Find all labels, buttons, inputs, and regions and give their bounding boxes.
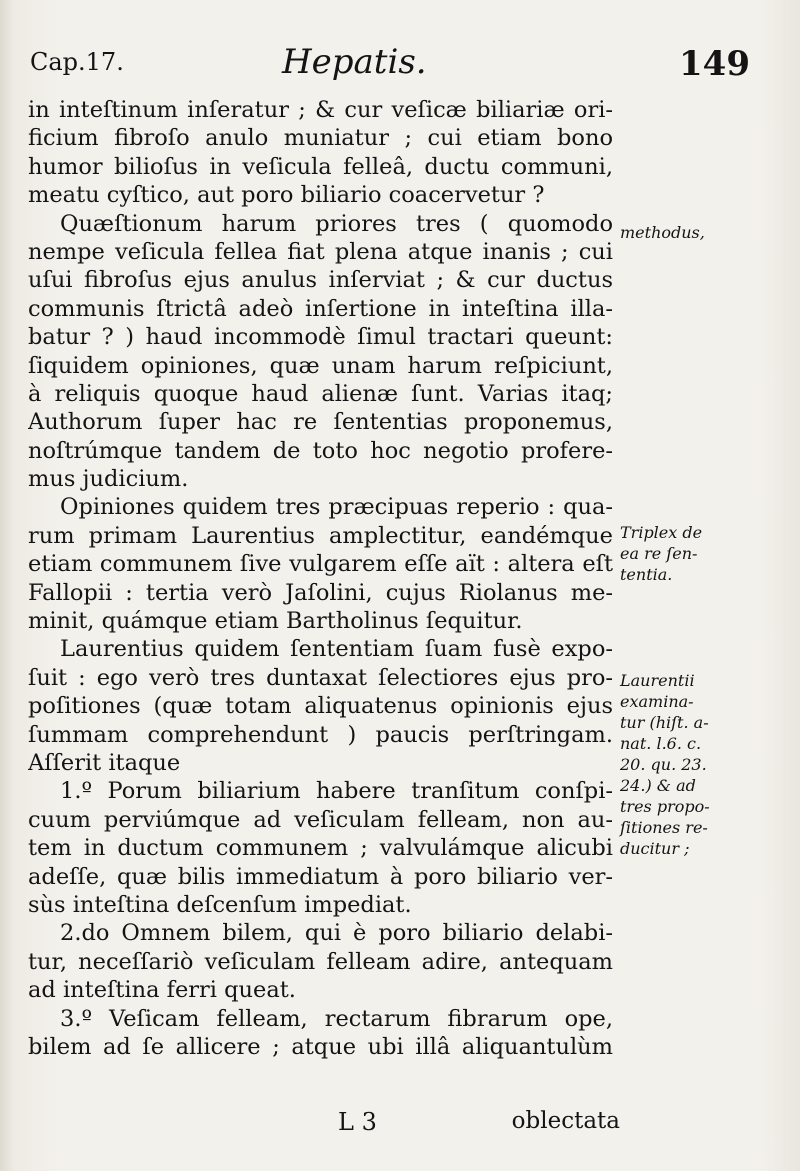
running-title: Hepatis.: [282, 42, 427, 82]
running-header: [30, 42, 750, 92]
margin-note-laurentii: Laurentii examina- tur (hiſt. a- nat. l.6. c. 20. qu. 23. 24.) & ad tres propo- ſitiones re- ducitur ;: [620, 671, 710, 858]
text-line: tur, neceſſariò veſiculam felleam adire, antequam: [28, 948, 613, 975]
text-line: 2.do Omnem bilem, qui è poro biliario delabi-: [60, 920, 613, 947]
text-line: ſuit : ego verò tres duntaxat ſelectiores ejus pro-: [28, 664, 613, 691]
text-line: tem in ductum communem ; valvulámque alicubi: [28, 835, 613, 862]
text-line: poſitiones (quæ totam aliquatenus opinionis ejus: [28, 693, 613, 720]
text-line: humor bilioſus in veſicula felleâ, ductu communi,: [28, 153, 613, 180]
text-line: etiam communem ſive vulgarem eſſe aït : altera eſt: [28, 551, 613, 578]
text-line: rum primam Laurentius amplectitur, eandémque: [28, 522, 613, 549]
text-line: Authorum ſuper hac re ſententias proponemus,: [28, 409, 613, 436]
text-line: Fallopii : tertia verò Jaſolini, cujus Riolanus me-: [28, 579, 613, 606]
text-line: communis ſtrictâ adeò inſertione in inteſtina illa-: [28, 295, 613, 322]
text-line: noſtrúmque tandem de toto hoc negotio profere-: [28, 437, 613, 464]
text-line: adeſſe, quæ bilis immediatum à poro biliario ver-: [28, 863, 613, 890]
text-line: à reliquis quoque haud alienæ ſunt. Varias itaq;: [28, 380, 613, 407]
text-line: ſiquidem opiniones, quæ unam harum reſpiciunt,: [28, 352, 613, 379]
text-line: Laurentius quidem ſententiam ſuam fusè expo-: [60, 636, 613, 663]
text-line: minit, quámque etiam Bartholinus ſequitur.: [28, 608, 523, 635]
text-line: Quæſtionum harum priores tres ( quomodo: [60, 210, 613, 237]
text-line: ficium fibroſo anulo muniatur ; cui etiam bono: [28, 125, 613, 152]
text-line: 3.º Veſicam felleam, rectarum fibrarum ope,: [60, 1005, 613, 1032]
page-number: 149: [679, 44, 750, 84]
margin-note-methodus: methodus,: [620, 223, 705, 242]
text-line: mus judicium.: [28, 466, 189, 493]
chapter-label: Cap.17.: [30, 48, 124, 76]
text-line: sùs inteſtina deſcenſum impediat.: [28, 891, 412, 918]
main-text-column: [28, 96, 613, 1061]
text-line: 1.º Porum biliarium habere tranſitum conſpi-: [60, 778, 613, 805]
text-line: in inteſtinum inſeratur ; & cur veſicæ biliariæ ori-: [28, 97, 613, 123]
text-line: batur ? ) haud incommodè ſimul tractari queunt:: [28, 324, 613, 351]
text-line: ſummam comprehendunt ) paucis perſtringam.: [28, 721, 613, 748]
text-line: Aſſerit itaque: [28, 749, 181, 776]
text-line: Opiniones quidem tres præcipuas reperio : qua-: [60, 494, 613, 521]
text-line: uſui fibroſus ejus anulus inſerviat ; & cur ductus: [28, 267, 613, 294]
signature-mark: L 3: [338, 1108, 377, 1136]
page-footer: [28, 1108, 620, 1140]
catchword: oblectata: [511, 1108, 620, 1134]
text-line: ad inteſtina ferri queat.: [28, 977, 296, 1004]
text-line: cuum perviúmque ad veſiculam felleam, non au-: [28, 806, 613, 833]
text-line: bilem ad ſe allicere ; atque ubi illâ aliquantulùm: [28, 1033, 613, 1060]
margin-note-triplex: Triplex de ea re ſen- tentia.: [620, 523, 703, 584]
text-line: meatu cyſtico, aut poro biliario coacervetur ?: [28, 182, 545, 209]
text-line: nempe veſicula fellea fiat plena atque inanis ; cui: [28, 238, 613, 265]
